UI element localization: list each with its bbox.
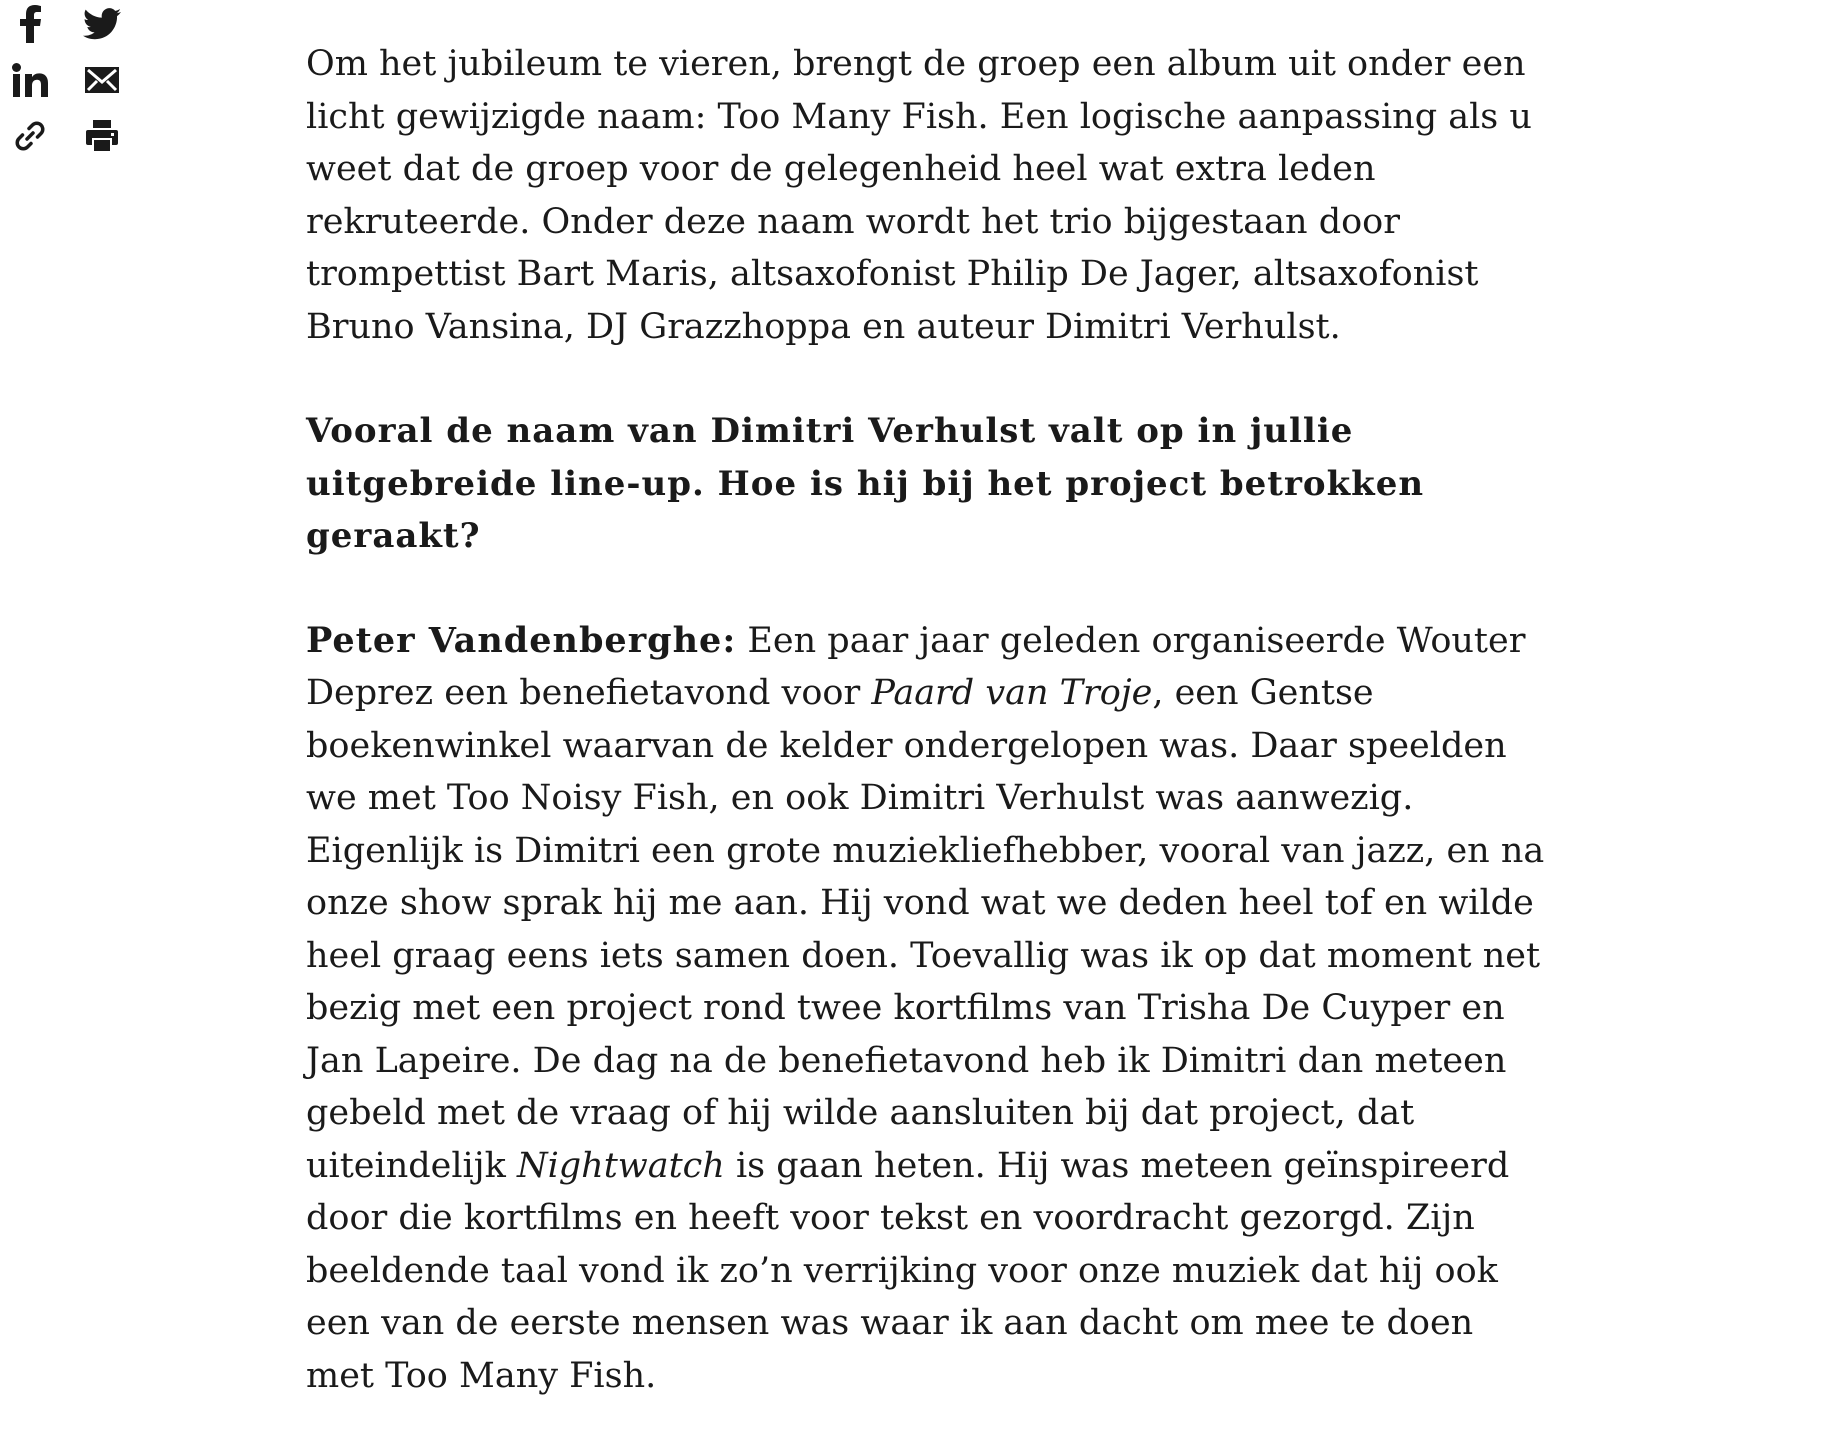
mail-icon: [85, 67, 119, 93]
article-body: [306, 38, 1546, 1402]
link-icon: [12, 118, 48, 154]
linkedin-icon: [12, 63, 48, 97]
answer-text: is gaan heten. Hij was meteen geïnspireerd door die kortfilms en heeft voor tekst en voordracht gezorgd. Zijn beeldende taal vond ik zo’n verrijking voor onze muziek dat hij ook een van de eerste mensen was waar ik aan dacht om mee te doen met Too Many Fish.: [306, 1145, 1510, 1396]
speaker-name: Peter Vandenberghe:: [306, 619, 737, 661]
facebook-share-button[interactable]: [10, 4, 50, 44]
print-icon: [85, 119, 119, 153]
twitter-icon: [83, 8, 121, 40]
linkedin-share-button[interactable]: [10, 60, 50, 100]
answer-text: , een Gentse boekenwinkel waarvan de kelder ondergelopen was. Daar speelden we met Too Noisy Fish, en ook Dimitri Verhulst was aanwezig. Eigenlijk is Dimitri een grote muziekliefhebber, vooral van jazz, en na onze show sprak hij me aan. Hij vond wat we deden heel tof en wilde heel graag eens iets samen doen. Toevallig was ik op dat moment net bezig met een project rond twee kortfilms van Trisha De Cuyper en Jan Lapeire. De dag na de benefietavond heb ik Dimitri dan meteen gebeld met de vraag of hij wilde aansluiten bij dat project, dat uiteindelijk: [306, 673, 1545, 1186]
answer-text: Een paar jaar geleden organiseerde Wouter Deprez een benefietavond voor: [306, 620, 1526, 713]
title-paard-van-troje: Paard van Troje: [871, 673, 1153, 713]
article-paragraph: Om het jubileum te vieren, brengt de groep een album uit onder een licht gewijzigde naam: Too Many Fish. Een logische aanpassing als u weet dat de groep voor de gelegenheid heel wat extra leden rekruteerde. Onder deze naam wordt het trio bijgestaan door trompettist Bart Maris, altsaxofonist Philip De Jager, altsaxofonist Bruno Vansina, DJ Grazzhoppa en auteur Dimitri Verhulst.: [306, 44, 1532, 347]
interview-answer: [306, 615, 1546, 1403]
mail-share-button[interactable]: [82, 60, 122, 100]
twitter-share-button[interactable]: [82, 4, 122, 44]
share-rail: [10, 4, 120, 156]
interview-question: Vooral de naam van Dimitri Verhulst valt op in jullie uitgebreide line-up. Hoe is hij bij het project betrokken geraakt?: [306, 411, 1425, 556]
print-button[interactable]: [82, 116, 122, 156]
title-nightwatch: Nightwatch: [516, 1145, 725, 1186]
copy-link-button[interactable]: [10, 116, 50, 156]
facebook-icon: [17, 5, 43, 43]
